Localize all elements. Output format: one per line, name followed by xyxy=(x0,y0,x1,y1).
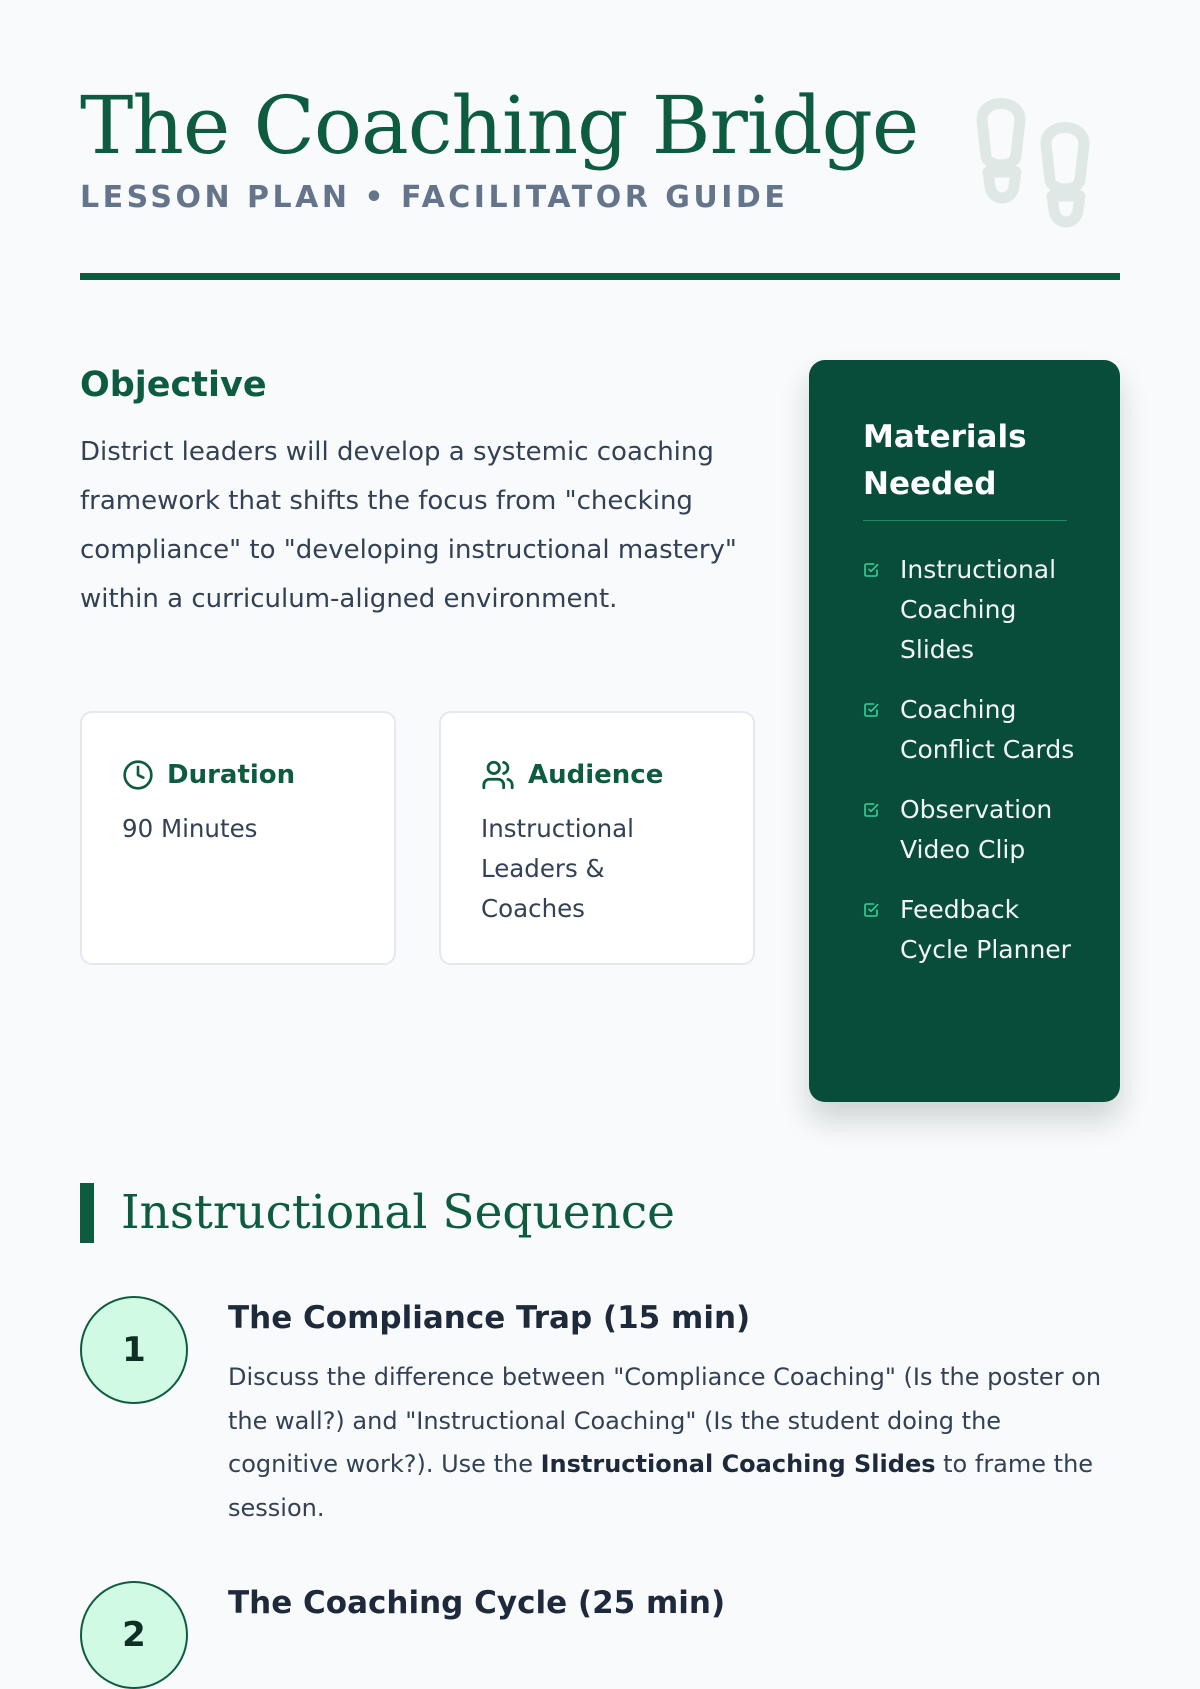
objective-text: District leaders will develop a systemic coaching framework that shifts the focus from "checking compliance" to "developing instructional mastery" within a curriculum-aligned environment. xyxy=(80,437,737,614)
step-title: The Compliance Trap (15 min) xyxy=(228,1300,751,1336)
step-description-emphasis: Instructional Coaching Slides xyxy=(540,1450,936,1478)
material-item xyxy=(863,550,1093,670)
materials-heading xyxy=(863,414,1027,508)
step-description-text: to frame the session. xyxy=(228,1450,1094,1522)
header-divider xyxy=(80,273,1120,280)
material-item xyxy=(863,690,1093,770)
audience-label: Audience xyxy=(528,760,664,790)
duration-card-header xyxy=(122,755,295,795)
users-icon xyxy=(481,758,515,792)
step-number-badge: 1 xyxy=(80,1296,188,1404)
duration-label: Duration xyxy=(167,760,296,790)
step-title: The Coaching Cycle (25 min) xyxy=(228,1585,726,1621)
section-accent-bar xyxy=(80,1183,94,1243)
sequence-heading: Instructional Sequence xyxy=(121,1185,675,1240)
audience-card xyxy=(439,711,755,965)
materials-heading-line-1: Materials Needed xyxy=(863,419,1027,502)
step-description-text: Discuss the difference between "Compliance Coaching" (Is the poster on the wall?) and "Instructional Coaching" (Is the student doing the cognitive work?). Use the xyxy=(228,1363,1102,1478)
page-title: The Coaching Bridge xyxy=(80,79,919,172)
materials-panel xyxy=(809,360,1120,1102)
material-item xyxy=(863,890,1093,970)
step-description xyxy=(228,1356,1118,1530)
material-item-label: Observation Video Clip xyxy=(900,795,1053,864)
material-item-label: Instructional Coaching Slides xyxy=(900,555,1057,664)
duration-value: 90 Minutes xyxy=(122,814,258,843)
check-square-icon xyxy=(863,902,879,918)
footprints-icon xyxy=(968,84,1118,236)
check-square-icon xyxy=(863,802,879,818)
page-subtitle: LESSON PLAN • FACILITATOR GUIDE xyxy=(80,180,789,215)
material-item-label: Coaching Conflict Cards xyxy=(900,695,1075,764)
check-square-icon xyxy=(863,562,879,578)
materials-divider xyxy=(863,520,1067,521)
clock-icon xyxy=(122,759,154,791)
audience-card-header xyxy=(481,755,663,795)
objective-heading: Objective xyxy=(80,365,267,405)
audience-value: Instructional Leaders & Coaches xyxy=(481,814,634,923)
material-item-label: Feedback Cycle Planner xyxy=(900,895,1071,964)
duration-card xyxy=(80,711,396,965)
step-number-badge: 2 xyxy=(80,1581,188,1689)
materials-list xyxy=(863,550,1093,990)
material-item xyxy=(863,790,1093,870)
check-square-icon xyxy=(863,702,879,718)
